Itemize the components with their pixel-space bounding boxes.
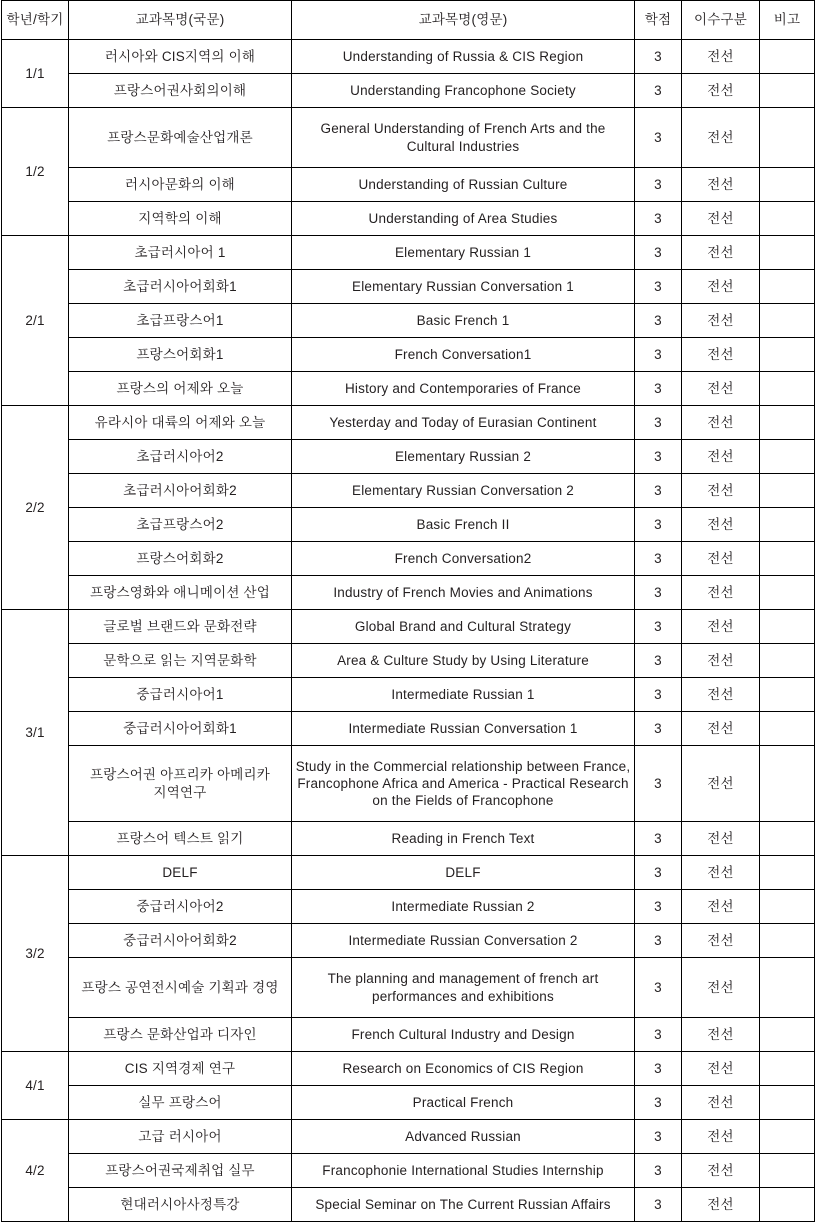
cell-course-name-korean: 프랑스 공연전시예술 기획과 경영 — [69, 958, 292, 1018]
cell-course-name-korean: 현대러시아사정특강 — [69, 1188, 292, 1222]
cell-course-name-english: Industry of French Movies and Animations — [292, 576, 635, 610]
cell-course-type: 전선 — [682, 236, 760, 270]
table-row — [2, 304, 815, 338]
cell-note — [760, 1120, 815, 1154]
cell-note — [760, 822, 815, 856]
cell-note — [760, 1018, 815, 1052]
table-row — [2, 168, 815, 202]
cell-course-type: 전선 — [682, 304, 760, 338]
cell-course-name-korean: 초급러시아어회화2 — [69, 474, 292, 508]
cell-course-name-korean: DELF — [69, 856, 292, 890]
cell-course-type: 전선 — [682, 406, 760, 440]
cell-course-name-english: Global Brand and Cultural Strategy — [292, 610, 635, 644]
cell-note — [760, 338, 815, 372]
table-row — [2, 890, 815, 924]
cell-course-type: 전선 — [682, 270, 760, 304]
cell-course-type: 전선 — [682, 1052, 760, 1086]
cell-course-name-english: Understanding of Russia & CIS Region — [292, 40, 635, 74]
header-course-type: 이수구분 — [682, 1, 760, 40]
cell-note — [760, 678, 815, 712]
cell-course-name-english: Study in the Commercial relationship between France, Francophone Africa and America - Practical Research on the Fields of Francophone — [292, 746, 635, 822]
table-row — [2, 406, 815, 440]
cell-credit: 3 — [635, 1052, 682, 1086]
cell-course-name-english: Elementary Russian Conversation 1 — [292, 270, 635, 304]
cell-note — [760, 958, 815, 1018]
table-row — [2, 542, 815, 576]
cell-credit: 3 — [635, 236, 682, 270]
cell-course-name-english: DELF — [292, 856, 635, 890]
cell-credit: 3 — [635, 474, 682, 508]
cell-note — [760, 610, 815, 644]
cell-course-type: 전선 — [682, 372, 760, 406]
table-row — [2, 108, 815, 168]
cell-credit: 3 — [635, 746, 682, 822]
cell-course-name-english: French Cultural Industry and Design — [292, 1018, 635, 1052]
cell-course-name-korean: 초급러시아어회화1 — [69, 270, 292, 304]
cell-credit: 3 — [635, 508, 682, 542]
cell-note — [760, 108, 815, 168]
cell-course-type: 전선 — [682, 610, 760, 644]
cell-term: 1/2 — [2, 108, 69, 236]
cell-course-type: 전선 — [682, 644, 760, 678]
cell-course-name-korean: 중급러시아어회화2 — [69, 924, 292, 958]
cell-note — [760, 270, 815, 304]
table-row — [2, 338, 815, 372]
cell-course-type: 전선 — [682, 1120, 760, 1154]
cell-course-type: 전선 — [682, 168, 760, 202]
cell-note — [760, 168, 815, 202]
cell-course-name-english: Practical French — [292, 1086, 635, 1120]
cell-course-name-english: Elementary Russian Conversation 2 — [292, 474, 635, 508]
cell-note — [760, 474, 815, 508]
table-row — [2, 1154, 815, 1188]
cell-credit: 3 — [635, 1086, 682, 1120]
table-row — [2, 1188, 815, 1222]
cell-credit: 3 — [635, 822, 682, 856]
cell-course-name-korean: 중급러시아어2 — [69, 890, 292, 924]
table-header — [2, 1, 815, 40]
cell-course-name-english: Area & Culture Study by Using Literature — [292, 644, 635, 678]
cell-credit: 3 — [635, 958, 682, 1018]
header-name-english: 교과목명(영문) — [292, 1, 635, 40]
cell-credit: 3 — [635, 610, 682, 644]
cell-course-name-english: Understanding of Area Studies — [292, 202, 635, 236]
cell-course-name-english: Research on Economics of CIS Region — [292, 1052, 635, 1086]
cell-credit: 3 — [635, 890, 682, 924]
table-row — [2, 508, 815, 542]
cell-course-type: 전선 — [682, 542, 760, 576]
table-row — [2, 202, 815, 236]
cell-credit: 3 — [635, 406, 682, 440]
cell-course-name-english: Francophonie International Studies Internship — [292, 1154, 635, 1188]
cell-note — [760, 372, 815, 406]
cell-course-name-korean: CIS 지역경제 연구 — [69, 1052, 292, 1086]
cell-course-name-english: French Conversation1 — [292, 338, 635, 372]
cell-course-name-english: Yesterday and Today of Eurasian Continent — [292, 406, 635, 440]
cell-course-type: 전선 — [682, 1154, 760, 1188]
cell-course-name-korean: 러시아문화의 이해 — [69, 168, 292, 202]
cell-course-type: 전선 — [682, 74, 760, 108]
cell-course-name-english: Special Seminar on The Current Russian Affairs — [292, 1188, 635, 1222]
cell-term: 2/2 — [2, 406, 69, 610]
cell-term: 1/1 — [2, 40, 69, 108]
cell-course-name-english: Intermediate Russian Conversation 1 — [292, 712, 635, 746]
table-row — [2, 1052, 815, 1086]
cell-course-name-korean: 프랑스어 텍스트 읽기 — [69, 822, 292, 856]
cell-credit: 3 — [635, 270, 682, 304]
cell-course-type: 전선 — [682, 1188, 760, 1222]
cell-course-type: 전선 — [682, 678, 760, 712]
table-row — [2, 644, 815, 678]
cell-course-type: 전선 — [682, 746, 760, 822]
cell-course-type: 전선 — [682, 338, 760, 372]
table-row — [2, 474, 815, 508]
cell-course-type: 전선 — [682, 822, 760, 856]
table-row — [2, 440, 815, 474]
cell-note — [760, 1188, 815, 1222]
cell-course-name-english: The planning and management of french art performances and exhibitions — [292, 958, 635, 1018]
cell-credit: 3 — [635, 1018, 682, 1052]
cell-credit: 3 — [635, 168, 682, 202]
cell-credit: 3 — [635, 576, 682, 610]
cell-note — [760, 644, 815, 678]
cell-course-type: 전선 — [682, 958, 760, 1018]
cell-note — [760, 1154, 815, 1188]
table-row — [2, 372, 815, 406]
cell-course-name-korean: 초급러시아어 1 — [69, 236, 292, 270]
cell-note — [760, 1052, 815, 1086]
cell-note — [760, 576, 815, 610]
cell-course-name-korean: 프랑스어권국제취업 실무 — [69, 1154, 292, 1188]
cell-course-name-korean: 프랑스문화예술산업개론 — [69, 108, 292, 168]
cell-course-type: 전선 — [682, 1018, 760, 1052]
cell-note — [760, 746, 815, 822]
cell-credit: 3 — [635, 108, 682, 168]
cell-course-name-korean: 프랑스어회화1 — [69, 338, 292, 372]
cell-course-type: 전선 — [682, 712, 760, 746]
cell-note — [760, 202, 815, 236]
cell-course-name-korean: 프랑스영화와 애니메이션 산업 — [69, 576, 292, 610]
cell-credit: 3 — [635, 338, 682, 372]
cell-course-name-korean: 초급프랑스어2 — [69, 508, 292, 542]
cell-course-name-english: Basic French II — [292, 508, 635, 542]
cell-course-type: 전선 — [682, 1086, 760, 1120]
header-row — [2, 1, 815, 40]
table-row — [2, 822, 815, 856]
cell-course-name-english: Intermediate Russian 1 — [292, 678, 635, 712]
cell-note — [760, 924, 815, 958]
table-row — [2, 958, 815, 1018]
cell-course-name-korean: 중급러시아어회화1 — [69, 712, 292, 746]
cell-note — [760, 440, 815, 474]
cell-course-type: 전선 — [682, 890, 760, 924]
cell-course-name-korean: 유라시아 대륙의 어제와 오늘 — [69, 406, 292, 440]
cell-course-type: 전선 — [682, 440, 760, 474]
cell-note — [760, 542, 815, 576]
cell-course-name-korean: 고급 러시아어 — [69, 1120, 292, 1154]
cell-course-type: 전선 — [682, 202, 760, 236]
table-row — [2, 270, 815, 304]
cell-credit: 3 — [635, 644, 682, 678]
cell-course-type: 전선 — [682, 856, 760, 890]
cell-course-type: 전선 — [682, 40, 760, 74]
table-row — [2, 576, 815, 610]
cell-course-name-korean: 프랑스어권사회의이해 — [69, 74, 292, 108]
cell-term: 4/2 — [2, 1120, 69, 1222]
cell-course-name-korean: 러시아와 CIS지역의 이해 — [69, 40, 292, 74]
cell-course-name-korean: 프랑스어회화2 — [69, 542, 292, 576]
cell-note — [760, 890, 815, 924]
cell-course-name-korean: 지역학의 이해 — [69, 202, 292, 236]
cell-course-name-english: Intermediate Russian 2 — [292, 890, 635, 924]
cell-course-name-korean: 프랑스 문화산업과 디자인 — [69, 1018, 292, 1052]
cell-credit: 3 — [635, 74, 682, 108]
table-row — [2, 236, 815, 270]
cell-course-type: 전선 — [682, 108, 760, 168]
cell-course-name-english: Elementary Russian 2 — [292, 440, 635, 474]
cell-course-name-korean: 프랑스의 어제와 오늘 — [69, 372, 292, 406]
table-body — [2, 40, 815, 1222]
cell-course-name-english: Advanced Russian — [292, 1120, 635, 1154]
cell-credit: 3 — [635, 678, 682, 712]
cell-note — [760, 508, 815, 542]
table-row — [2, 610, 815, 644]
table-row — [2, 924, 815, 958]
cell-course-type: 전선 — [682, 576, 760, 610]
table-row — [2, 712, 815, 746]
cell-credit: 3 — [635, 1120, 682, 1154]
table-row — [2, 746, 815, 822]
cell-note — [760, 856, 815, 890]
cell-course-name-english: Elementary Russian 1 — [292, 236, 635, 270]
cell-credit: 3 — [635, 304, 682, 338]
table-row — [2, 40, 815, 74]
cell-course-type: 전선 — [682, 474, 760, 508]
cell-course-name-english: Intermediate Russian Conversation 2 — [292, 924, 635, 958]
cell-course-name-english: General Understanding of French Arts and the Cultural Industries — [292, 108, 635, 168]
cell-course-type: 전선 — [682, 924, 760, 958]
cell-course-name-korean: 글로벌 브랜드와 문화전략 — [69, 610, 292, 644]
cell-term: 3/2 — [2, 856, 69, 1052]
cell-credit: 3 — [635, 712, 682, 746]
cell-note — [760, 712, 815, 746]
table-row — [2, 678, 815, 712]
header-term: 학년/학기 — [2, 1, 69, 40]
cell-credit: 3 — [635, 440, 682, 474]
cell-note — [760, 236, 815, 270]
cell-note — [760, 40, 815, 74]
cell-note — [760, 304, 815, 338]
cell-course-name-english: Understanding Francophone Society — [292, 74, 635, 108]
header-note: 비고 — [760, 1, 815, 40]
cell-course-name-english: Reading in French Text — [292, 822, 635, 856]
cell-note — [760, 74, 815, 108]
cell-note — [760, 1086, 815, 1120]
cell-course-name-korean: 초급러시아어2 — [69, 440, 292, 474]
cell-credit: 3 — [635, 542, 682, 576]
cell-course-name-korean: 실무 프랑스어 — [69, 1086, 292, 1120]
table-row — [2, 1120, 815, 1154]
cell-course-name-korean: 프랑스어권 아프리카 아메리카 지역연구 — [69, 746, 292, 822]
table-row — [2, 1086, 815, 1120]
header-name-korean: 교과목명(국문) — [69, 1, 292, 40]
cell-term: 2/1 — [2, 236, 69, 406]
cell-credit: 3 — [635, 1154, 682, 1188]
cell-course-name-english: French Conversation2 — [292, 542, 635, 576]
cell-term: 3/1 — [2, 610, 69, 856]
cell-note — [760, 406, 815, 440]
cell-credit: 3 — [635, 1188, 682, 1222]
cell-course-name-korean: 초급프랑스어1 — [69, 304, 292, 338]
cell-credit: 3 — [635, 202, 682, 236]
cell-credit: 3 — [635, 40, 682, 74]
table-row — [2, 856, 815, 890]
cell-course-name-korean: 중급러시아어1 — [69, 678, 292, 712]
cell-credit: 3 — [635, 856, 682, 890]
cell-course-name-english: Understanding of Russian Culture — [292, 168, 635, 202]
table-row — [2, 74, 815, 108]
cell-credit: 3 — [635, 372, 682, 406]
curriculum-table — [1, 0, 815, 1222]
table-row — [2, 1018, 815, 1052]
cell-course-name-korean: 문학으로 읽는 지역문화학 — [69, 644, 292, 678]
cell-credit: 3 — [635, 924, 682, 958]
cell-course-type: 전선 — [682, 508, 760, 542]
cell-course-name-english: Basic French 1 — [292, 304, 635, 338]
header-credit: 학점 — [635, 1, 682, 40]
cell-course-name-english: History and Contemporaries of France — [292, 372, 635, 406]
cell-term: 4/1 — [2, 1052, 69, 1120]
